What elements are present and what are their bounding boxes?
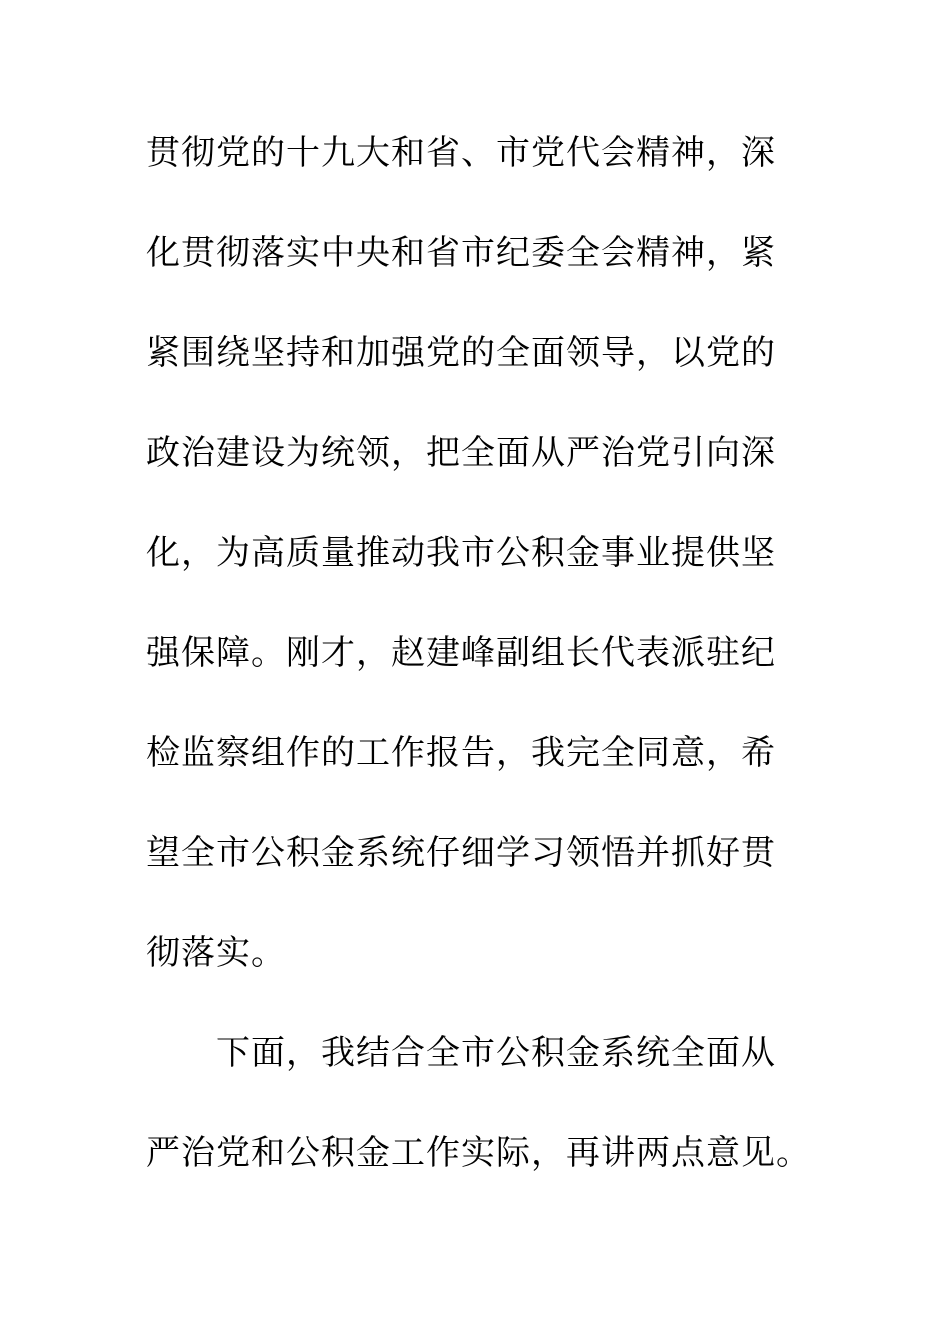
paragraph-1-line-4: 政治建设为统领，把全面从严治党引向深: [146, 433, 776, 473]
paragraph-1-line-6: 强保障。刚才，赵建峰副组长代表派驻纪: [146, 633, 776, 673]
paragraph-2-line-1: 下面，我结合全市公积金系统全面从: [216, 1033, 776, 1073]
paragraph-1-line-3: 紧围绕坚持和加强党的全面领导，以党的: [146, 333, 776, 373]
paragraph-2-line-2: 严治党和公积金工作实际，再讲两点意见。: [146, 1133, 811, 1173]
paragraph-1-line-1: 贯彻党的十九大和省、市党代会精神，深: [146, 133, 776, 173]
paragraph-1-line-9: 彻落实。: [146, 933, 286, 973]
paragraph-1-line-8: 望全市公积金系统仔细学习领悟并抓好贯: [146, 833, 776, 873]
paragraph-1-line-2: 化贯彻落实中央和省市纪委全会精神，紧: [146, 233, 776, 273]
paragraph-1-line-7: 检监察组作的工作报告，我完全同意，希: [146, 733, 776, 773]
paragraph-1-line-5: 化，为高质量推动我市公积金事业提供坚: [146, 533, 776, 573]
